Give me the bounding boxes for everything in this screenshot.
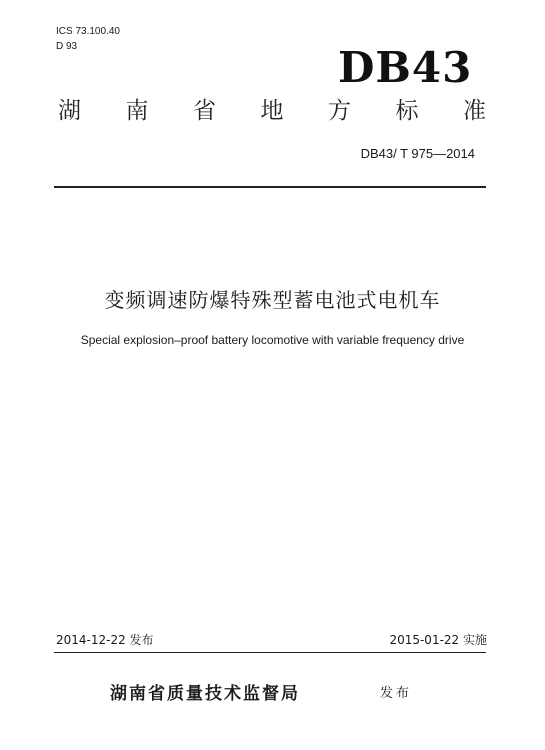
issue-date: 2014-12-22 发布: [56, 633, 154, 647]
title-chinese: 变频调速防爆特殊型蓄电池式电机车: [104, 288, 441, 312]
standard-number: DB43/ T 975—2014: [360, 146, 475, 161]
standard-type-char: 标: [395, 98, 419, 124]
implementation-date: 2015-01-22 实施: [389, 633, 487, 647]
classification-code: D 93: [56, 41, 78, 52]
ics-code: ICS 73.100.40: [56, 26, 120, 37]
issue-label: 发布: [380, 686, 413, 701]
standard-type-char: 准: [463, 98, 486, 124]
standard-type-title: [58, 96, 486, 126]
standard-type-char: 地: [260, 98, 284, 124]
standard-type-char: 南: [125, 98, 149, 124]
standard-type-char: 方: [328, 98, 351, 124]
standard-type-char: 湖: [58, 98, 81, 124]
standard-type-char: 省: [193, 98, 216, 124]
issuing-authority: 湖南省质量技术监督局: [110, 684, 300, 704]
title-english: Special explosion–proof battery locomotive with variable frequency drive: [80, 333, 465, 347]
top-divider: [54, 186, 486, 188]
db43-logo: DB43: [338, 43, 473, 92]
bottom-divider: [54, 652, 486, 653]
